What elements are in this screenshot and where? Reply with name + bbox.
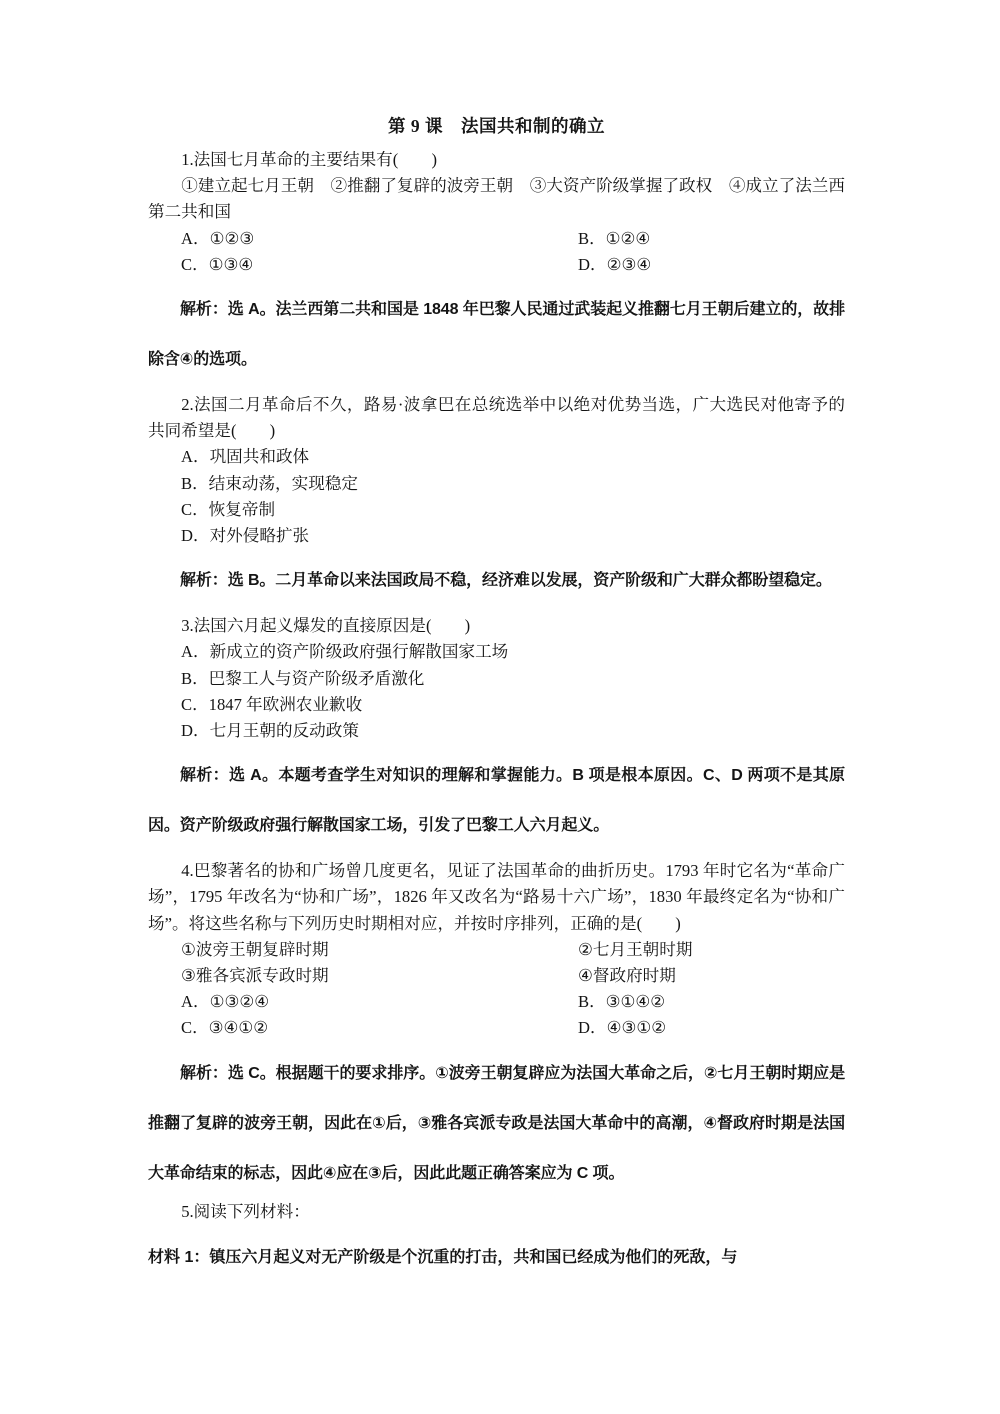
option-a-text: 巩固共和政体 (209, 447, 310, 467)
item-3-text: ③雅各宾派专政时期 (181, 966, 329, 986)
option-c[interactable] (148, 692, 845, 718)
option-c-label: C． (181, 694, 209, 714)
option-b-text: ③①④② (605, 992, 666, 1012)
option-row (148, 226, 845, 252)
item-4-text: ④督政府时期 (578, 966, 676, 986)
option-row (148, 252, 845, 278)
question-stem: 2.法国二月革命后不久，路易·波拿巴在总统选举中以绝对优势当选，广大选民对他寄予的共同希望是( ) (148, 395, 845, 441)
option-d[interactable] (578, 1015, 666, 1041)
option-a-label: A． (181, 642, 210, 662)
item-1-text: ①波旁王朝复辟时期 (181, 939, 329, 959)
option-c-text: 1847 年欧洲农业歉收 (208, 694, 363, 714)
option-row (148, 989, 845, 1015)
option-b[interactable] (578, 989, 665, 1015)
option-b-label: B． (578, 228, 606, 248)
question-block-5 (148, 1199, 845, 1279)
option-c-label: C． (181, 1018, 209, 1038)
option-b[interactable] (578, 226, 650, 252)
option-d-text: ④③①② (606, 1018, 667, 1038)
item-2-text: ②七月王朝时期 (578, 939, 693, 959)
option-b-text: ①②④ (605, 228, 651, 248)
option-a-label: A． (181, 447, 210, 467)
question-stem: 1.法国七月革命的主要结果有( ) (181, 150, 437, 169)
option-a-label: A． (181, 228, 210, 248)
option-c-text: ①③④ (208, 254, 254, 274)
option-c[interactable] (148, 497, 845, 523)
option-b-label: B． (181, 668, 209, 688)
option-a[interactable] (148, 989, 578, 1015)
option-d-text: ②③④ (606, 254, 652, 274)
option-b[interactable] (148, 666, 845, 692)
question-block-3 (148, 613, 845, 851)
option-b-text: 结束动荡，实现稳定 (208, 473, 359, 493)
material-text: 材料 1：镇压六月起义对无产阶级是个沉重的打击，共和国已经成为他们的死敌，与 (148, 1248, 738, 1266)
option-d-label: D． (181, 526, 210, 546)
option-a[interactable] (148, 639, 845, 665)
option-a-text: ①②③ (209, 228, 255, 248)
option-d-text: 对外侵略扩张 (209, 526, 310, 546)
question-stem: 3.法国六月起义爆发的直接原因是( ) (181, 616, 471, 636)
option-c-text: 恢复帝制 (208, 499, 276, 519)
item-row (148, 963, 845, 989)
option-a-label: A． (181, 992, 210, 1012)
option-a[interactable] (148, 444, 845, 470)
analysis-text: 解析：选 A。法兰西第二共和国是 1848 年巴黎人民通过武装起义推翻七月王朝后建立的，故排除含④的选项。 (148, 301, 845, 369)
option-d-label: D． (578, 1018, 607, 1038)
question-block-4 (148, 858, 845, 1198)
option-a[interactable] (148, 226, 578, 252)
analysis-text: 解析：选 C。根据题干的要求排序。①波旁王朝复辟应为法国大革命之后，②七月王朝时期应是推翻了复辟的波旁王朝，因此在①后，③雅各宾派专政是法国大革命中的高潮，④督政府时期是法国大革命结束的标志，因此④应在③后，因此此题正确答案应为 C 项。 (148, 1064, 845, 1182)
option-a-text: 新成立的资产阶级政府强行解散国家工场 (209, 642, 509, 662)
option-c-label: C． (181, 254, 209, 274)
option-d-label: D． (578, 254, 607, 274)
option-b-label: B． (578, 992, 606, 1012)
question-block-2 (148, 392, 845, 606)
option-d-label: D． (181, 721, 210, 741)
page-title: 第 9 课 法国共和制的确立 (388, 116, 605, 136)
option-d-text: 七月王朝的反动政策 (209, 721, 359, 741)
item-2 (578, 937, 692, 963)
item-3 (148, 963, 578, 989)
option-b-text: 巴黎工人与资产阶级矛盾激化 (208, 668, 425, 688)
option-c[interactable] (148, 1015, 578, 1041)
question-sub-items: ①建立起七月王朝 ②推翻了复辟的波旁王朝 ③大资产阶级掌握了政权 ④成立了法兰西第二共和国 (148, 176, 845, 222)
option-row (148, 1015, 845, 1041)
option-d[interactable] (578, 252, 651, 278)
option-d[interactable] (148, 718, 845, 744)
question-stem: 5.阅读下列材料： (181, 1201, 310, 1221)
option-c-text: ③④①② (208, 1018, 269, 1038)
option-c[interactable] (148, 252, 578, 278)
option-b[interactable] (148, 471, 845, 497)
analysis-text: 解析：选 A。本题考查学生对知识的理解和掌握能力。B 项是根本原因。C、D 两项不是其原因。资产阶级政府强行解散国家工场，引发了巴黎工人六月起义。 (148, 767, 845, 835)
analysis-text: 解析：选 B。二月革命以来法国政局不稳，经济难以发展，资产阶级和广大群众都盼望稳定。 (180, 572, 832, 590)
question-block-1 (148, 147, 845, 385)
option-a-text: ①③②④ (209, 992, 270, 1012)
question-stem: 4.巴黎著名的协和广场曾几度更名，见证了法国革命的曲折历史。1793 年时它名为“革命广场”，1795 年改名为“协和广场”，1826 年又改名为“路易十六广场”，1830 年最终定名为“协和广场”。将这些名称与下列历史时期相对应，并按时序排列，正确的是( ) (148, 861, 845, 933)
item-4 (578, 963, 676, 989)
option-d[interactable] (148, 523, 845, 549)
item-1 (148, 937, 578, 963)
item-row (148, 937, 845, 963)
option-c-label: C． (181, 499, 209, 519)
option-b-label: B． (181, 473, 209, 493)
